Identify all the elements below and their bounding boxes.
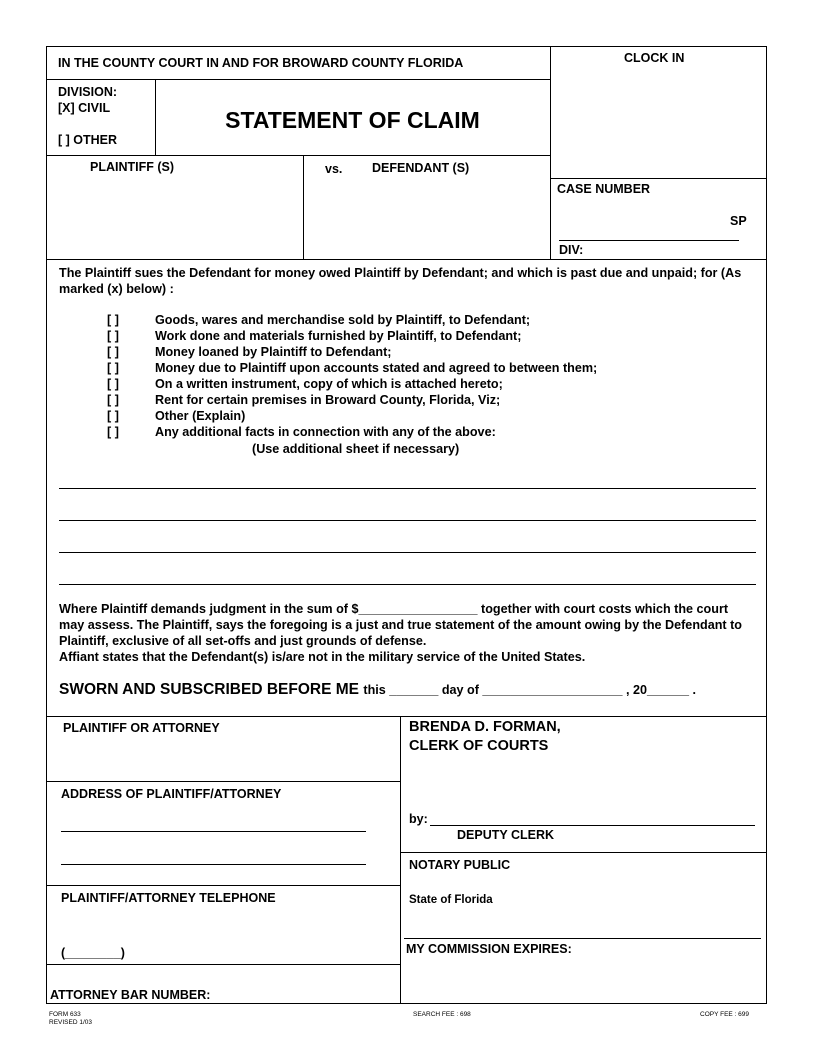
court-heading: IN THE COUNTY COURT IN AND FOR BROWARD COUNTY FLORIDA [58, 56, 464, 70]
deputy-clerk-signature-line[interactable] [430, 825, 755, 826]
claim-option-checkbox[interactable]: [ ] [107, 377, 119, 391]
explanation-line-2[interactable] [59, 520, 756, 521]
claim-option-checkbox[interactable]: [ ] [107, 329, 119, 343]
sp-label: SP [730, 214, 747, 228]
div-label: DIV: [559, 243, 584, 257]
claim-option-checkbox[interactable]: [ ] [107, 313, 119, 327]
claim-option-label: Rent for certain premises in Broward County, Florida, Viz; [155, 393, 501, 407]
claim-options-list [107, 313, 747, 443]
claim-option-label: Other (Explain) [155, 409, 246, 423]
revised-date: REVISED 1/03 [49, 1019, 92, 1026]
notary-public-label: NOTARY PUBLIC [409, 858, 511, 872]
claim-option-label: Goods, wares and merchandise sold by Plaintiff, to Defendant; [155, 313, 531, 327]
claim-option-checkbox[interactable]: [ ] [107, 393, 119, 407]
plaintiff-or-attorney-signature-field[interactable] [50, 740, 396, 778]
address-line-1[interactable] [61, 831, 366, 832]
explanation-line-3[interactable] [59, 552, 756, 553]
division-civil-checkbox[interactable]: [X] CIVIL [58, 101, 111, 115]
search-fee: SEARCH FEE : 698 [413, 1011, 471, 1018]
commission-expires-label: MY COMMISSION EXPIRES: [406, 942, 572, 956]
claim-option-checkbox[interactable]: [ ] [107, 409, 119, 423]
division-label: DIVISION: [58, 85, 118, 99]
claim-option-checkbox[interactable]: [ ] [107, 425, 119, 439]
bar-number-label: ATTORNEY BAR NUMBER: [50, 988, 211, 1002]
case-number-label: CASE NUMBER [557, 182, 651, 196]
claim-intro: The Plaintiff sues the Defendant for money owed Plaintiff by Defendant; and which is past due and unpaid; for (As marked (x) below) : [59, 266, 742, 296]
claim-option-label: Any additional facts in connection with any of the above: [155, 425, 496, 439]
notary-signature-line[interactable] [404, 938, 761, 939]
vs-label: vs. [325, 162, 343, 176]
claim-option-label: Work done and materials furnished by Plaintiff, to Defendant; [155, 329, 522, 343]
telephone-label: PLAINTIFF/ATTORNEY TELEPHONE [61, 891, 276, 905]
claim-option-label: Money due to Plaintiff upon accounts stated and agreed to between them; [155, 361, 598, 375]
by-label: by: [409, 812, 428, 826]
additional-sheet-note: (Use additional sheet if necessary) [252, 442, 460, 456]
defendant-label: DEFENDANT (S) [372, 161, 470, 175]
explanation-line-1[interactable] [59, 488, 756, 489]
plaintiff-or-attorney-label: PLAINTIFF OR ATTORNEY [63, 721, 220, 735]
military-statement: Affiant states that the Defendant(s) is/are not in the military service of the United States. [59, 650, 586, 664]
claim-option-label: On a written instrument, copy of which is attached hereto; [155, 377, 503, 391]
plaintiff-field[interactable] [50, 178, 300, 256]
form-number: FORM 633 [49, 1011, 81, 1018]
claim-option-label: Money loaned by Plaintiff to Defendant; [155, 345, 392, 359]
state-of-florida-label: State of Florida [409, 894, 493, 906]
plaintiff-label: PLAINTIFF (S) [90, 160, 175, 174]
claim-option-checkbox[interactable]: [ ] [107, 345, 119, 359]
clerk-name: BRENDA D. FORMAN, [409, 719, 561, 735]
demand-paragraph: Where Plaintiff demands judgment in the sum of $_________________ together with court costs which the court may assess. The Plaintiff, says the foregoing is a just and true statement of the amount owing by the Defendant to Plaintiff, exclusive of all set-offs and just grounds of defense. [59, 602, 742, 648]
defendant-field[interactable] [308, 180, 546, 256]
sworn-heading: SWORN AND SUBSCRIBED BEFORE ME [59, 681, 359, 698]
case-number-field[interactable] [559, 240, 739, 241]
deputy-clerk-label: DEPUTY CLERK [457, 828, 555, 842]
clerk-title: CLERK OF COURTS [409, 738, 549, 754]
explanation-line-4[interactable] [59, 584, 756, 585]
copy-fee: COPY FEE : 699 [700, 1011, 750, 1018]
division-other-checkbox[interactable]: [ ] OTHER [58, 133, 118, 147]
page-title: STATEMENT OF CLAIM [225, 107, 480, 133]
clock-in-stamp-area [554, 64, 764, 174]
sworn-line [59, 681, 696, 699]
telephone-area-code-field[interactable]: (________) [61, 946, 125, 960]
sworn-date-blanks[interactable]: this _______ day of ____________________ , 20______ . [363, 683, 697, 697]
address-line-2[interactable] [61, 864, 366, 865]
claim-option-checkbox[interactable]: [ ] [107, 361, 119, 375]
address-label: ADDRESS OF PLAINTIFF/ATTORNEY [61, 787, 282, 801]
clock-in-label: CLOCK IN [624, 51, 685, 65]
